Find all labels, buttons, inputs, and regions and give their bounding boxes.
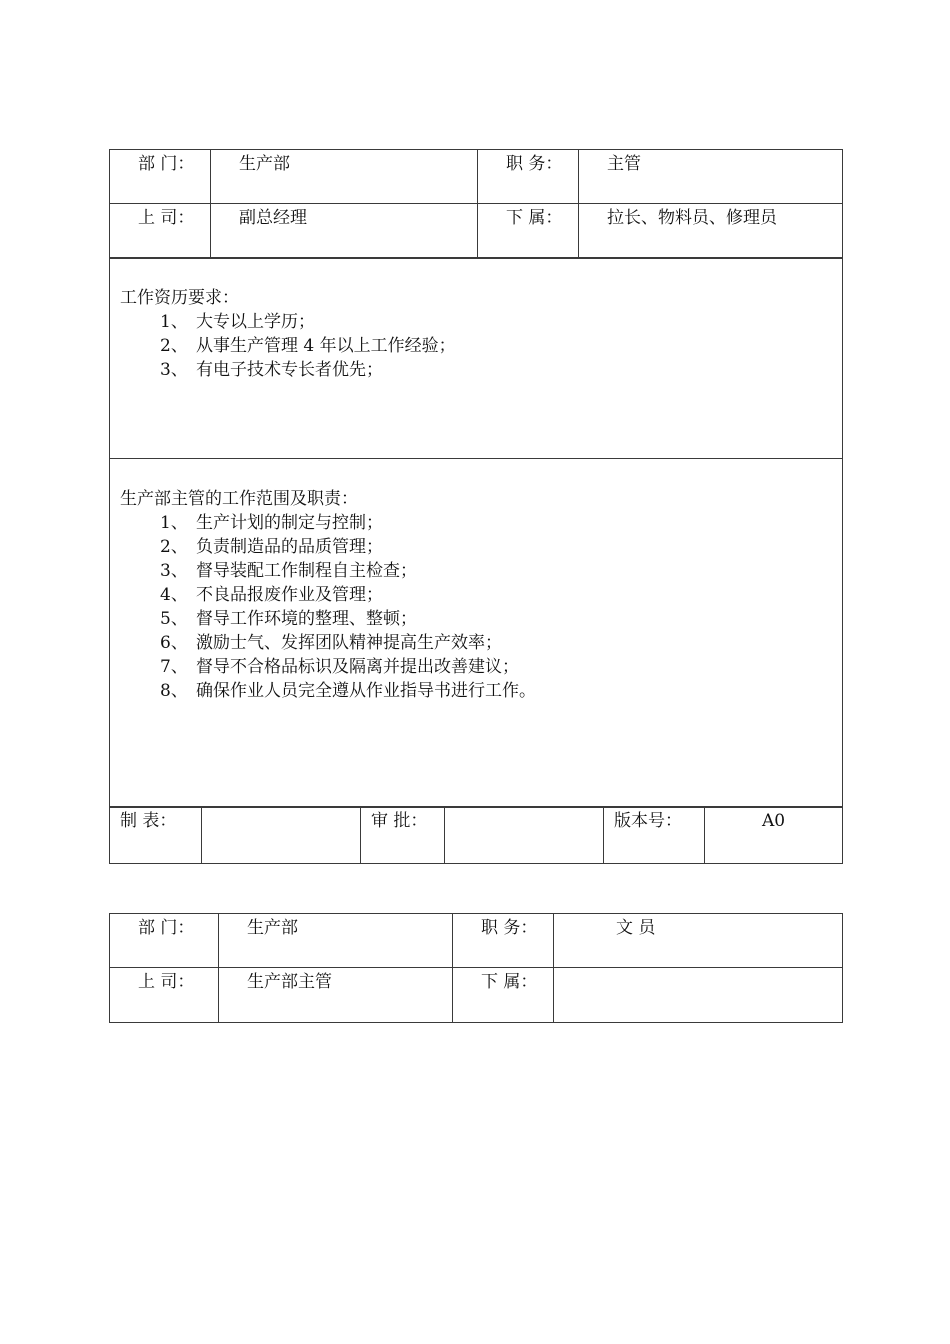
dept-value: 生产部 — [219, 914, 453, 968]
qualifications-title: 工作资历要求： — [120, 288, 239, 308]
dept-label: 部 门： — [110, 150, 211, 204]
position-value: 文 员 — [554, 914, 843, 968]
job-form-2-header — [109, 913, 843, 1023]
list-item: 5、 督导工作环境的整理、整顿； — [160, 609, 417, 629]
version-value: A0 — [705, 807, 843, 864]
job-form-1-footer — [109, 806, 843, 864]
list-item: 2、 负责制造品的品质管理； — [160, 537, 383, 557]
list-item: 1、 大专以上学历； — [160, 312, 315, 332]
qualifications-list — [120, 310, 832, 382]
job-form-1-header — [109, 149, 843, 259]
position-label: 职 务： — [453, 914, 554, 968]
dept-label: 部 门： — [110, 914, 219, 968]
superior-label: 上 司： — [110, 204, 211, 259]
prepared-by-value — [202, 807, 361, 864]
position-value: 主管 — [579, 150, 843, 204]
list-item: 2、 从事生产管理 4 年以上工作经验； — [160, 336, 456, 356]
subordinate-label: 下 属： — [478, 204, 579, 259]
duties-list — [120, 511, 832, 703]
duties-section — [110, 459, 843, 808]
approved-by-value — [445, 807, 604, 864]
list-item: 8、 确保作业人员完全遵从作业指导书进行工作。 — [160, 681, 536, 701]
list-item: 3、 有电子技术专长者优先； — [160, 360, 383, 380]
list-item: 7、 督导不合格品标识及隔离并提出改善建议； — [160, 657, 519, 677]
subordinate-value: 拉长、物料员、修理员 — [579, 204, 843, 259]
list-item: 1、 生产计划的制定与控制； — [160, 513, 383, 533]
job-form-1-body — [109, 257, 843, 808]
subordinate-label: 下 属： — [453, 968, 554, 1023]
dept-value: 生产部 — [211, 150, 478, 204]
approved-by-label: 审 批： — [361, 807, 445, 864]
list-item: 4、 不良品报废作业及管理； — [160, 585, 383, 605]
list-item: 3、 督导装配工作制程自主检查； — [160, 561, 417, 581]
position-label: 职 务： — [478, 150, 579, 204]
superior-label: 上 司： — [110, 968, 219, 1023]
prepared-by-label: 制 表： — [110, 807, 202, 864]
qualifications-section — [110, 258, 843, 459]
version-label: 版本号： — [604, 807, 705, 864]
list-item: 6、 激励士气、发挥团队精神提高生产效率； — [160, 633, 502, 653]
subordinate-value — [554, 968, 843, 1023]
superior-value: 副总经理 — [211, 204, 478, 259]
superior-value: 生产部主管 — [219, 968, 453, 1023]
duties-title: 生产部主管的工作范围及职责： — [120, 489, 358, 509]
